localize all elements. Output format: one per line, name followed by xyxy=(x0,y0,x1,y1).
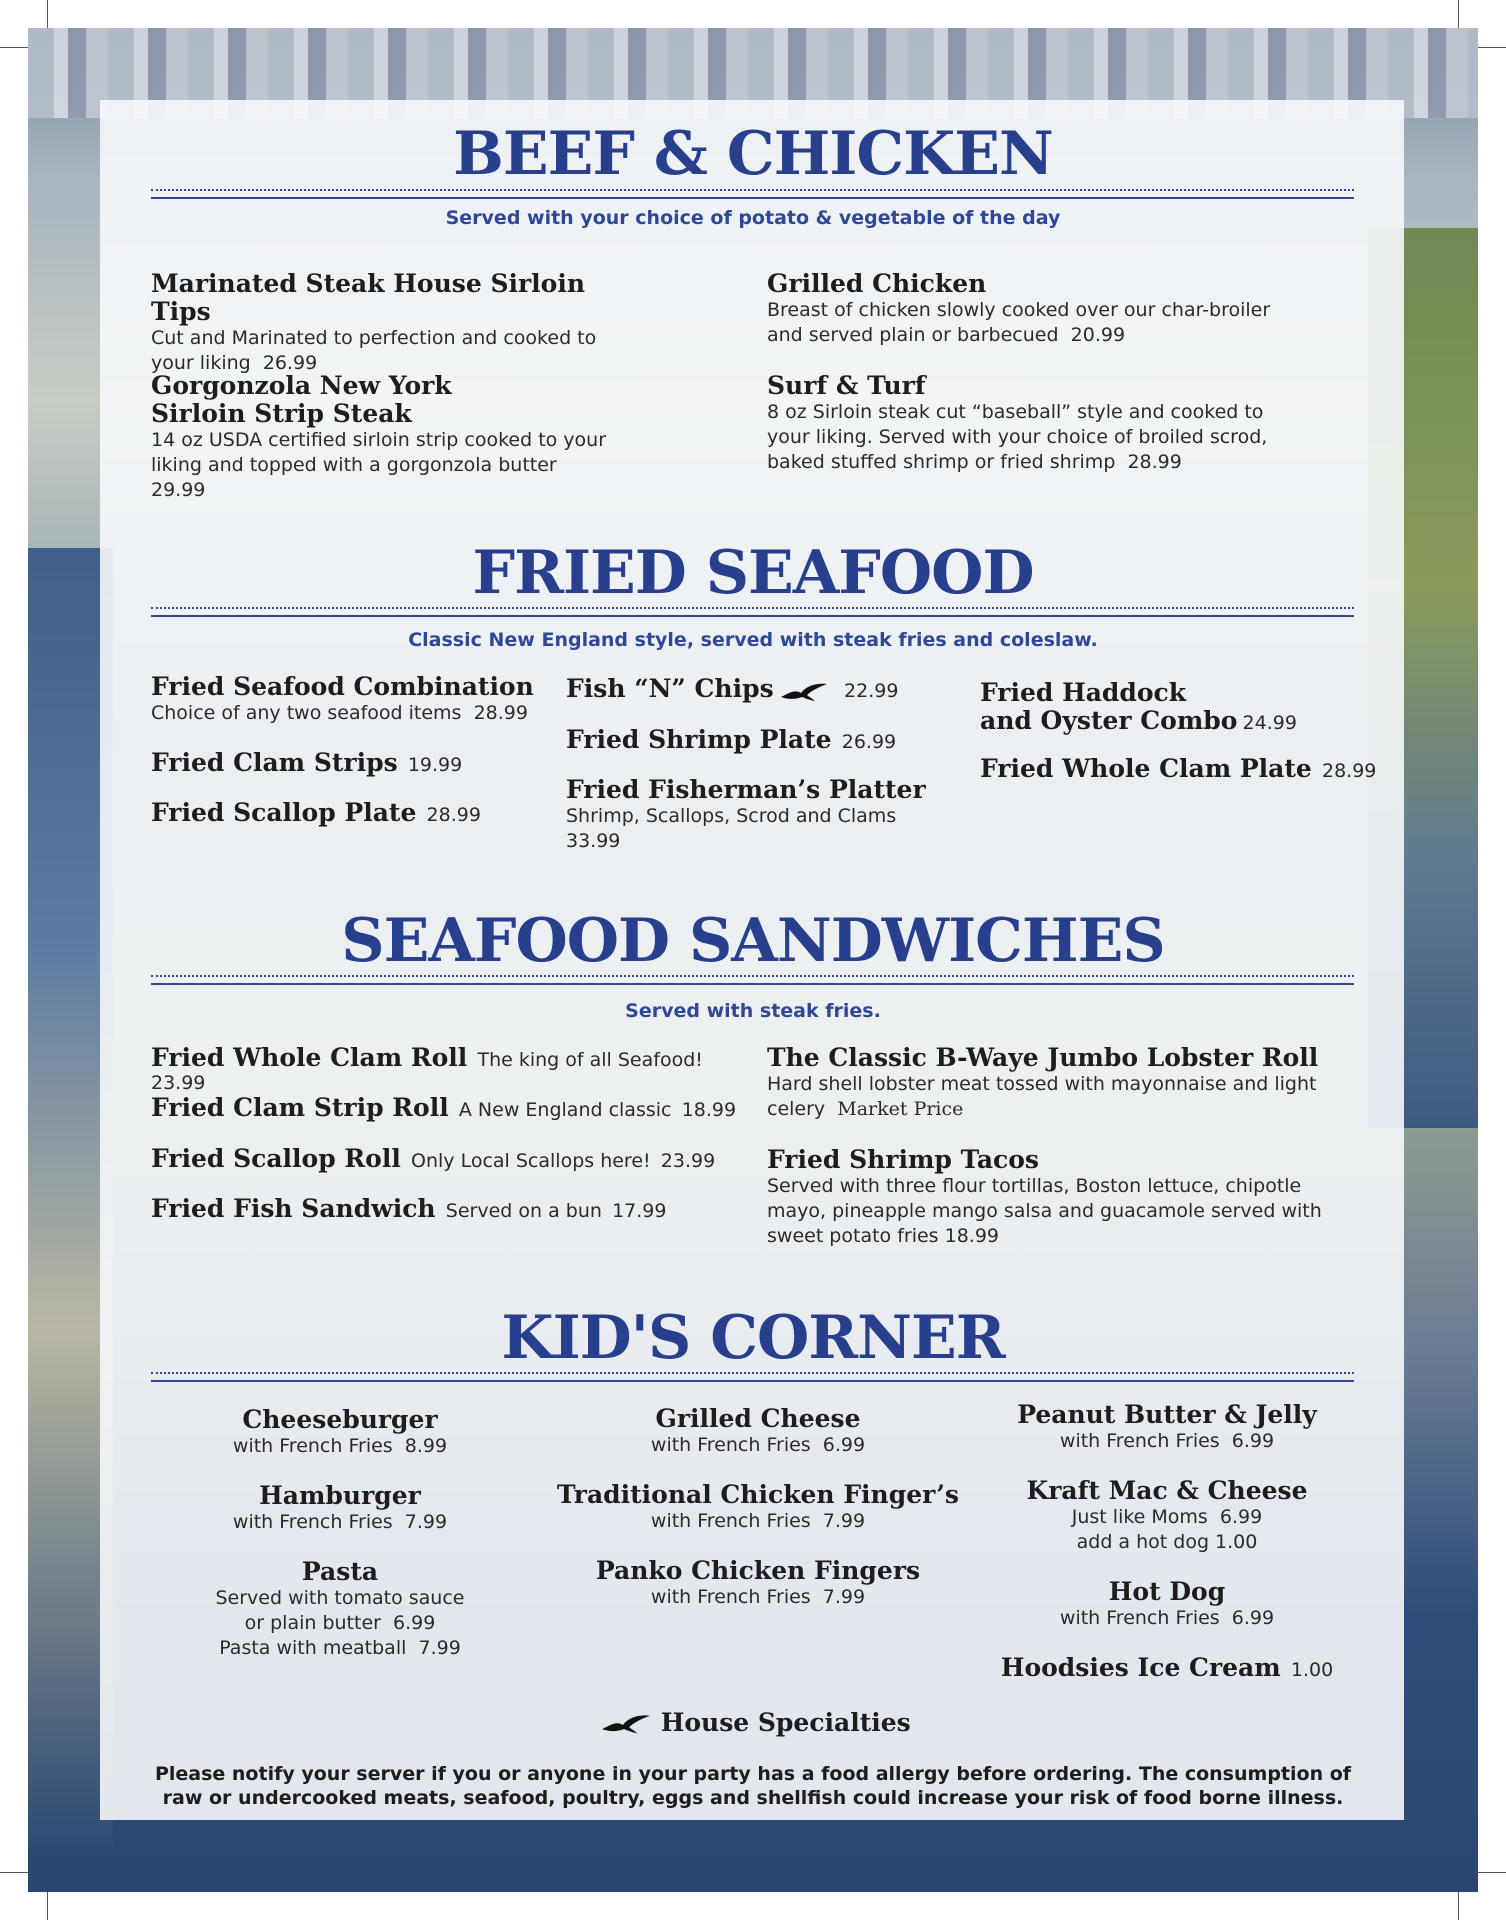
section-title-beef-chicken: BEEF & CHICKEN xyxy=(453,119,1053,189)
item-description: Just like Moms 6.99 add a hot dog 1.00 xyxy=(1071,1506,1263,1553)
item-name: Pasta xyxy=(301,1557,379,1586)
item-description: with French Fries 6.99 xyxy=(650,1434,866,1456)
item-name: Traditional Chicken Finger’s xyxy=(556,1480,959,1509)
item-name: Fried Clam Strip Roll xyxy=(151,1093,449,1122)
menu-item xyxy=(558,1405,958,1458)
item-description: with French Fries 7.99 xyxy=(650,1510,866,1532)
item-price: 28.99 xyxy=(1127,451,1182,473)
section-subtitle: Served with your choice of potato & vegetable of the day xyxy=(445,207,1061,229)
item-name: Panko Chicken Fingers xyxy=(595,1556,921,1585)
section-divider xyxy=(151,975,1354,985)
menu-item xyxy=(151,1094,751,1122)
item-name: Fish “N” Chips xyxy=(566,674,774,703)
item-name: The Classic B-Waye Jumbo Lobster Roll xyxy=(767,1043,1319,1072)
item-name: Fried Scallop Plate xyxy=(151,798,417,827)
item-description: with French Fries 6.99 xyxy=(1059,1430,1275,1452)
menu-item xyxy=(767,1044,1327,1122)
item-price: 7.99 xyxy=(822,1510,866,1532)
item-name: Fried Seafood Combination xyxy=(151,672,534,701)
item-price: 22.99 xyxy=(844,680,899,702)
menu-item xyxy=(151,1195,751,1223)
item-name: Hot Dog xyxy=(1108,1577,1226,1606)
item-name: Fried Fisherman’s Platter xyxy=(566,775,926,804)
item-price: 19.99 xyxy=(407,754,463,776)
section-title-kids-corner: KID'S CORNER xyxy=(501,1303,1005,1373)
menu-item xyxy=(967,1654,1367,1682)
menu-item xyxy=(767,270,1287,348)
item-price: 7.99 xyxy=(822,1586,866,1608)
crop-mark xyxy=(1458,0,1459,28)
section-divider xyxy=(151,189,1354,199)
item-price: 26.99 xyxy=(262,352,318,374)
item-price: 28.99 xyxy=(1321,760,1377,782)
item-price: 8.99 xyxy=(404,1435,448,1457)
section-divider xyxy=(151,1372,1354,1382)
crop-mark xyxy=(1478,1872,1506,1873)
crop-mark xyxy=(47,0,48,28)
item-description: Cut and Marinated to perfection and cooked to your liking 26.99 xyxy=(151,327,597,374)
section-subtitle: Classic New England style, served with steak fries and coleslaw. xyxy=(408,629,1098,651)
item-name: Grilled Cheese xyxy=(655,1404,861,1433)
item-name: Hoodsies Ice Cream xyxy=(1000,1653,1281,1682)
seagull-icon xyxy=(600,1712,652,1738)
menu-item xyxy=(538,1481,978,1534)
menu-item xyxy=(151,749,551,777)
item-name: Gorgonzola New York Sirloin Strip Steak xyxy=(151,371,452,428)
item-description: Served with tomato sauce or plain butter 6.99 Pasta with meatball 7.99 xyxy=(215,1587,465,1659)
menu-item xyxy=(566,675,946,705)
item-description: with French Fries 7.99 xyxy=(232,1511,448,1533)
menu-item xyxy=(151,799,551,827)
item-name: Cheeseburger xyxy=(242,1405,438,1434)
menu-item xyxy=(180,1406,500,1459)
item-name: Grilled Chicken xyxy=(767,269,987,298)
menu-item xyxy=(151,1044,751,1094)
menu-item xyxy=(151,673,551,726)
menu-item xyxy=(980,679,1360,735)
item-name: and Oyster Combo xyxy=(980,706,1238,735)
item-name: Fried Clam Strips xyxy=(151,748,398,777)
item-name: Fried Shrimp Plate xyxy=(566,725,832,754)
seagull-icon xyxy=(779,681,829,705)
menu-item xyxy=(180,1482,500,1535)
allergy-notice: Please notify your server if you or anyone in your party has a food allergy before ordering. The consumption of raw or undercooked meats, seafood, poultry, eggs and shellfish could increase your risk of food borne illness. xyxy=(154,1763,1352,1809)
item-name: Fried Whole Clam Roll xyxy=(151,1043,468,1072)
item-price: 29.99 xyxy=(151,479,206,501)
item-name: Hamburger xyxy=(259,1481,421,1510)
item-name: Fried Fish Sandwich xyxy=(151,1194,436,1223)
item-price: 20.99 xyxy=(1070,324,1126,346)
menu-item xyxy=(180,1558,500,1661)
item-price: 6.99 xyxy=(1231,1607,1275,1629)
item-price: 33.99 xyxy=(566,830,621,852)
item-name: Fried Shrimp Tacos xyxy=(767,1145,1039,1174)
item-description: 14 oz USDA certified sirloin strip cooked to your liking and topped with a gorgonzola butter 29.99 xyxy=(151,429,607,501)
item-price: 28.99 xyxy=(426,804,481,826)
item-name: Peanut Butter & Jelly xyxy=(1017,1400,1317,1429)
menu-item xyxy=(566,776,946,854)
menu-item xyxy=(767,1146,1327,1249)
item-name: Fried Scallop Roll xyxy=(151,1144,401,1173)
item-price: 28.99 xyxy=(473,702,528,724)
item-description: Breast of chicken slowly cooked over our char-broiler and served plain or barbecued 20.99 xyxy=(767,299,1271,346)
menu-item xyxy=(967,1401,1367,1454)
item-description: with French Fries 7.99 xyxy=(650,1586,866,1608)
menu-item xyxy=(558,1557,958,1610)
item-price: 7.99 xyxy=(418,1637,461,1659)
crop-mark xyxy=(0,47,28,48)
item-price: 23.99 xyxy=(660,1150,716,1172)
item-price: 17.99 xyxy=(612,1200,667,1222)
menu-item xyxy=(980,755,1380,783)
item-description: Served on a bun xyxy=(445,1200,602,1222)
item-price: 24.99 xyxy=(1242,712,1297,734)
item-price: 18.99 xyxy=(944,1225,1000,1247)
menu-item xyxy=(566,726,946,754)
item-price: 26.99 xyxy=(841,731,897,753)
item-name: Marinated Steak House Sirloin Tips xyxy=(151,269,586,326)
menu-item xyxy=(767,372,1287,475)
item-description: Choice of any two seafood items 28.99 xyxy=(151,702,528,724)
item-description: Shrimp, Scallops, Scrod and Clams 33.99 xyxy=(566,805,897,852)
item-description: The king of all Seafood! xyxy=(477,1049,703,1071)
item-description: 8 oz Sirloin steak cut “baseball” style and cooked to your liking. Served with your choice of broiled scrod, baked stuffed shrimp or fried shrimp 28.99 xyxy=(767,401,1268,473)
item-price: 23.99 xyxy=(151,1072,206,1094)
item-price: 6.99 xyxy=(822,1434,866,1456)
crop-mark xyxy=(0,1872,28,1873)
section-divider xyxy=(151,607,1354,617)
item-name: Fried Haddock xyxy=(980,678,1187,707)
item-price: 6.99 xyxy=(1231,1430,1275,1452)
item-name: Surf & Turf xyxy=(767,371,926,400)
legend-label: House Specialties xyxy=(660,1708,911,1737)
item-description: with French Fries 8.99 xyxy=(232,1435,448,1457)
menu-item xyxy=(967,1477,1367,1555)
item-name: Fried Whole Clam Plate xyxy=(980,754,1312,783)
item-price: 6.99 xyxy=(1219,1506,1263,1528)
crop-mark xyxy=(47,1892,48,1920)
item-price: 1.00 xyxy=(1290,1659,1334,1681)
section-title-seafood-sandwiches: SEAFOOD SANDWICHES xyxy=(341,906,1165,976)
item-description: Hard shell lobster meat tossed with mayonnaise and light celery Market Price xyxy=(767,1073,1317,1120)
item-description: with French Fries 6.99 xyxy=(1059,1607,1275,1629)
menu-item xyxy=(151,270,621,376)
item-description: A New England classic xyxy=(458,1099,672,1121)
house-specialties-legend xyxy=(600,1708,911,1738)
crop-mark xyxy=(1478,47,1506,48)
item-name: Kraft Mac & Cheese xyxy=(1026,1476,1308,1505)
item-description: Only Local Scallops here! xyxy=(411,1150,651,1172)
section-subtitle: Served with steak fries. xyxy=(625,1000,881,1022)
item-price: Market Price xyxy=(837,1098,964,1120)
menu-item xyxy=(151,1145,751,1173)
item-price: 6.99 xyxy=(393,1612,436,1634)
menu-item xyxy=(967,1578,1367,1631)
item-price: 7.99 xyxy=(404,1511,448,1533)
menu-item xyxy=(151,372,621,503)
crop-mark xyxy=(1458,1892,1459,1920)
item-price: 18.99 xyxy=(681,1099,737,1121)
item-description: Served with three flour tortillas, Boston lettuce, chipotle mayo, pineapple mango salsa and guacamole served with sweet potato fries 18.99 xyxy=(767,1175,1322,1247)
section-title-fried-seafood: FRIED SEAFOOD xyxy=(472,538,1034,608)
